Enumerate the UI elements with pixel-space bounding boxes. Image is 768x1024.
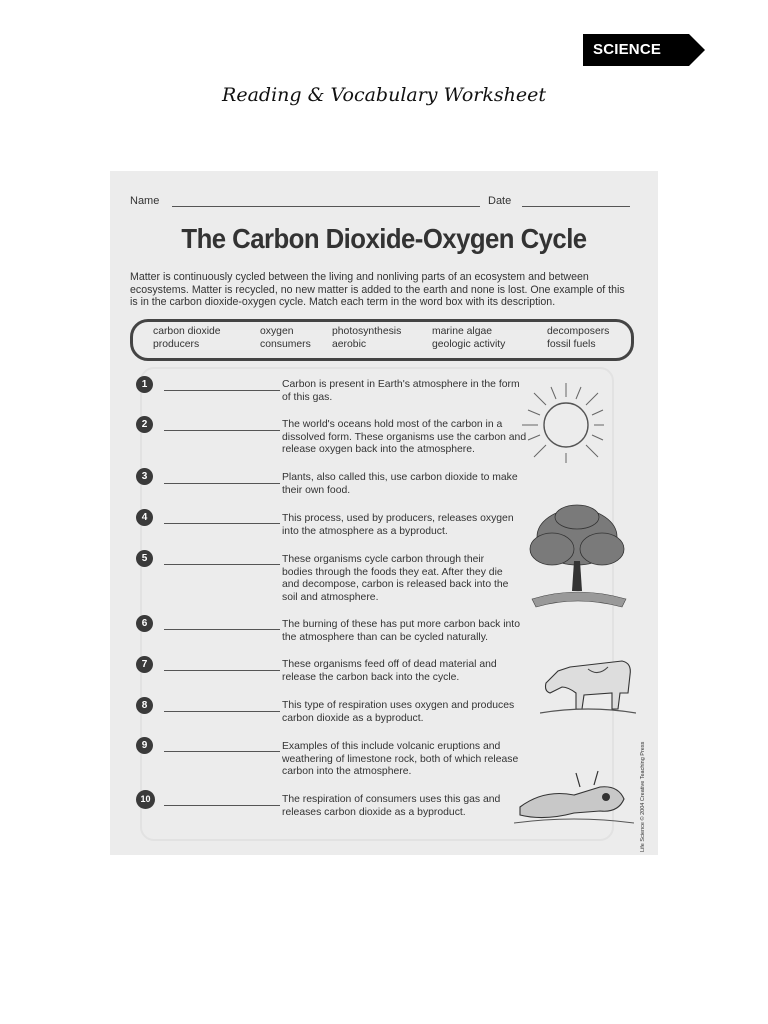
- question-text: These organisms feed off of dead material and release the carbon back into the cycle.: [282, 659, 497, 683]
- question-number-badge: 10: [136, 790, 155, 809]
- question-text: This type of respiration uses oxygen and produces carbon dioxide as a byproduct.: [282, 700, 515, 724]
- date-label: Date: [488, 195, 512, 207]
- answer-blank-line: [164, 564, 280, 565]
- answer-blank-line: [164, 523, 280, 524]
- question-number-badge: 7: [136, 656, 153, 673]
- science-tag: [583, 34, 705, 66]
- word-box-term: geologic activity: [432, 339, 506, 350]
- date-field-line: [522, 206, 630, 207]
- worksheet-intro: Matter is continuously cycled between the living and nonliving parts of an ecosystem and between ecosystems. Matter is recycled, no new matter is added to the earth and none is lost. One example of this is in the carbon dioxide-oxygen cycle. Match each term in the word box with its description.: [130, 271, 625, 309]
- word-box: [130, 319, 634, 361]
- question-text: The burning of these has put more carbon back into the atmosphere than can be cycled naturally.: [282, 619, 520, 643]
- question-number-badge: 8: [136, 697, 153, 714]
- answer-blank-line: [164, 390, 280, 391]
- copyright-credit: Life Science © 2004 Creative Teaching Press: [640, 741, 646, 852]
- question-number-badge: 5: [136, 550, 153, 567]
- word-box-term: marine algae: [432, 326, 493, 337]
- answer-blank-line: [164, 711, 280, 712]
- word-box-term: producers: [153, 339, 200, 350]
- skull-illustration: [514, 769, 634, 829]
- answer-blank-line: [164, 483, 280, 484]
- question-text: The respiration of consumers uses this gas and releases carbon dioxide as a byproduct.: [282, 794, 501, 818]
- word-box-term: photosynthesis: [332, 326, 402, 337]
- word-box-term: fossil fuels: [547, 339, 596, 350]
- word-box-term: aerobic: [332, 339, 367, 350]
- question-number-badge: 6: [136, 615, 153, 632]
- question-text: Examples of this include volcanic eruptions and weathering of limestone rock, both of which release carbon into the atmosphere.: [282, 741, 519, 778]
- science-tag-label: SCIENCE: [593, 41, 662, 58]
- question-text: These organisms cycle carbon through their bodies through the foods they eat. After they die and decompose, carbon is released back into the soil and atmosphere.: [282, 554, 509, 603]
- question-number-badge: 4: [136, 509, 153, 526]
- answer-blank-line: [164, 430, 280, 431]
- answer-blank-line: [164, 805, 280, 806]
- page-heading: Reading & Vocabulary Worksheet: [222, 84, 546, 106]
- question-text: This process, used by producers, releases oxygen into the atmosphere as a byproduct.: [282, 513, 514, 537]
- worksheet-scan: [110, 171, 658, 855]
- cow-illustration: [540, 653, 636, 719]
- name-field-line: [172, 206, 480, 207]
- word-box-term: decomposers: [547, 326, 610, 337]
- word-box-term: oxygen: [260, 326, 294, 337]
- question-text: Plants, also called this, use carbon dioxide to make their own food.: [282, 472, 518, 496]
- question-number-badge: 3: [136, 468, 153, 485]
- question-text: The world's oceans hold most of the carbon in a dissolved form. These organisms use the carbon and release oxygen back into the atmosphere.: [282, 419, 527, 456]
- question-number-badge: 1: [136, 376, 153, 393]
- worksheet-title: The Carbon Dioxide-Oxygen Cycle: [181, 223, 587, 254]
- word-box-term: consumers: [260, 339, 311, 350]
- answer-blank-line: [164, 670, 280, 671]
- sun-illustration: [518, 377, 604, 463]
- answer-blank-line: [164, 629, 280, 630]
- question-number-badge: 9: [136, 737, 153, 754]
- question-number-badge: 2: [136, 416, 153, 433]
- name-label: Name: [130, 195, 160, 207]
- answer-blank-line: [164, 751, 280, 752]
- word-box-term: carbon dioxide: [153, 326, 221, 337]
- tree-illustration: [522, 503, 632, 611]
- question-text: Carbon is present in Earth's atmosphere in the form of this gas.: [282, 379, 520, 403]
